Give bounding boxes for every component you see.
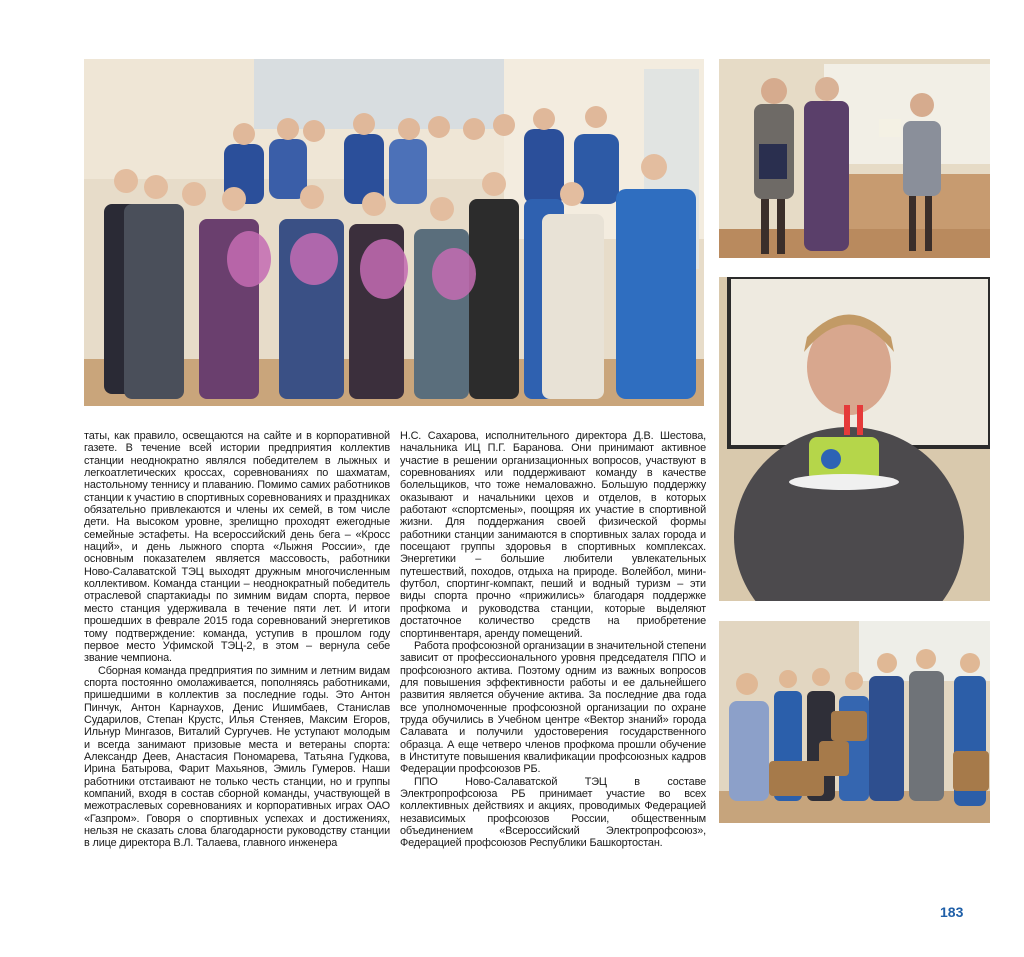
photo-gift-baskets [719, 621, 990, 823]
photo-woman-with-cake [719, 277, 990, 601]
paragraph: ППО Ново-Салаватской ТЭЦ в составе Электропрофсоюза РБ принимает участие во всех коллективных действиях и акциях, проводимых Федерацией независимых профсоюзов России, общественным объединением «Всероссийский Электропрофсоюз», Федерацией профсоюзов Республики Башкортостан. [400, 775, 706, 850]
paragraph: таты, как правило, освещаются на сайте и в корпоративной газете. В течение всей истории предприятия коллектив станции неоднократно являлся победителем в лыжных и легкоатлетических кроссах, соревнованиях по шахматам, настольному теннису и плаванию. Помимо самих работников станции к участию в спортивных соревнованиях и праздниках обязательно привлекаются и члены их семей, в том числе дети. На высоком уровне, зрелищно проходят ежегодные семейные эстафеты. На всероссийский день бега – «Кросс наций», и день лыжного спорта «Лыжня России», где основным показателем является массовость, работники Ново-Салаватской ТЭЦ выходят дружным многочисленным коллективом. Команда станции – неоднократный победитель отраслевой спартакиады по зимним видам спорта, первое место станция удерживала в течение пяти лет. И итоги прошедших в феврале 2015 года соревнований энергетиков тому подтверждение: команда, уступив в прошлом году первое место Уфимской ТЭЦ-2, в этом – вернула себе звание чемпиона. [84, 430, 390, 665]
article-left-column [84, 430, 390, 850]
paragraph: Работа профсоюзной организации в значительной степени зависит от профессионального уровня председателя ППО и профсоюзного актива. Поэтому одним из важных вопросов для повышения эффективности работы и ее дальнейшего развития является обучение актива. За последние два года все уполномоченные профсоюзной организации по охране труда обучились в Учебном центре «Вектор знаний» города Салавата и получили удостоверения государственного образца. А еще четверо членов профкома прошли обучение в Институте повышения квалификации профсоюзных кадров Федерации профсоюзов РБ. [400, 639, 707, 776]
photo-group-team [84, 59, 704, 406]
paragraph: Н.С. Сахарова, исполнительного директора Д.В. Шестова, начальника ИЦ П.Г. Баранова. Они принимают активное участие в решении организационных вопросов, участвуют в соревнованиях или поддерживают команду в качестве болельщиков, что тоже немаловажно. Большую поддержку оказывают и начальники цехов и отделов, в которых работают «спортсмены», поощряя их участие в спортивной жизни. Для поддержания своей физической формы работники станции занимаются в спортивных залах города и посещают группы здоровья в спортивных комплексах. Энергетики – большие любители увлекательных путешествий, походов, отдыха на природе. Волейбол, мини-футбол, спортинг-компакт, пеший и водный туризм – эти виды спорта прочно «прижились» благодаря поддержке профкома и руководства станции, которые выделяют достаточное количество средств на приобретение спортинвентаря, аренду помещений. [400, 430, 706, 640]
paragraph: Сборная команда предприятия по зимним и летним видам спорта постоянно омолаживается, пополняясь работниками, пришедшими в коллектив за последние годы. Это Антон Пинчук, Антон Карнаухов, Денис Ишимбаев, Станислав Сударилов, Степан Крустс, Илья Стеняев, Максим Егоров, Ильнур Мингазов, Виталий Сургучев. Не уступают молодым и всегда занимают призовые места и ветераны спорта: Александр Деев, Анастасия Пономарева, Татьяна Гудкова, Ирина Батырова, Фарит Махьянов, Эмиль Гумеров. Наши работники отстаивают не только честь станции, но и группы компаний, входя в состав сборной команды, участвующей в межотраслевых соревнованиях и корпоративных играх ОАО «Газпром». Говоря о спортивных успехах и достижениях, нельзя не сказать слова благодарности руководству станции в лице директора В.Л. Талаева, главного инженера [84, 664, 390, 850]
photo-award-ceremony [719, 59, 990, 258]
page-number: 183 [940, 904, 964, 920]
article-right-column [400, 430, 706, 850]
